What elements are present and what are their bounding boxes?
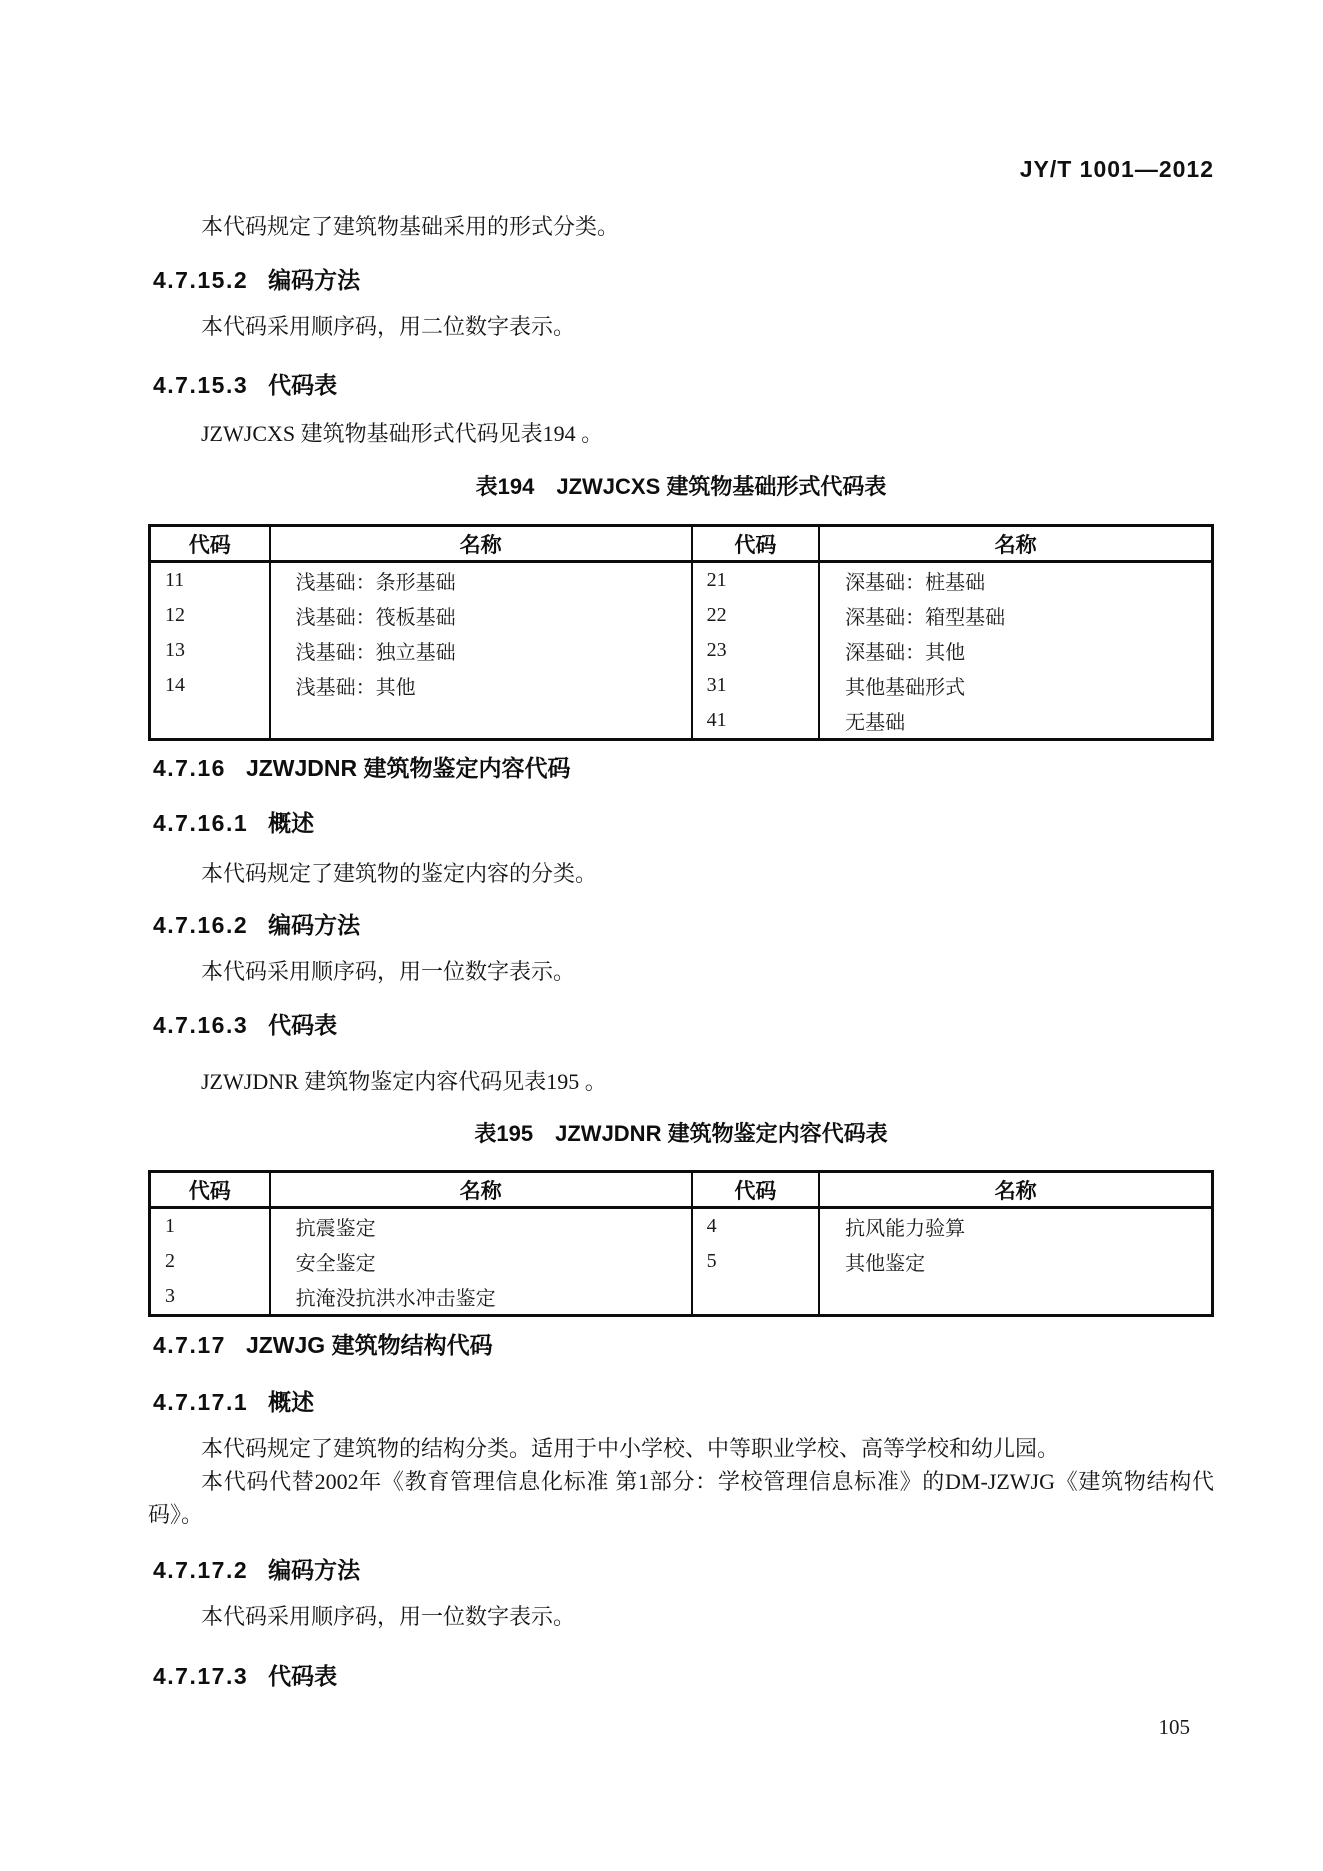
table-cell-code [692, 1279, 820, 1316]
paragraph-17-2: 本代码采用顺序码，用一位数字表示。 [201, 1604, 576, 1629]
table-cell-code: 4 [692, 1208, 820, 1245]
table-cell-code [150, 703, 270, 740]
table-cell-code: 2 [165, 1250, 175, 1272]
heading-number: 4.7.17 [153, 1332, 226, 1358]
section-heading-4-7-15-3 [148, 367, 1214, 400]
section-heading-4-7-16-1 [148, 805, 1214, 838]
table-cell-name: 浅基础：筏板基础 [270, 598, 692, 633]
table-row [150, 633, 1213, 668]
page-content [148, 0, 1214, 1871]
table-cell-code: 23 [692, 633, 820, 668]
heading-label: 概述 [268, 810, 315, 836]
paragraph-17-1 [148, 1432, 1214, 1531]
table-cell-name: 浅基础：其他 [270, 668, 692, 703]
table-row [150, 703, 1213, 740]
table-title-label: JZWJCXS 建筑物基础形式代码表 [556, 474, 887, 499]
paragraph-15-overview: 本代码规定了建筑物基础采用的形式分类。 [201, 214, 620, 239]
table-cell-name: 安全鉴定 [270, 1244, 692, 1279]
table-header-row [150, 526, 1213, 562]
heading-number: 4.7.15.2 [153, 267, 249, 293]
heading-number: 4.7.17.2 [153, 1557, 249, 1583]
table-cell-code: 13 [165, 639, 185, 661]
table-header-cell: 代码 [150, 526, 270, 562]
table-195-wrap [148, 1170, 1214, 1317]
paragraph-16-1: 本代码规定了建筑物的鉴定内容的分类。 [201, 861, 598, 886]
table-cell-code: 22 [692, 598, 820, 633]
doc-code-header: JY/T 1001—2012 [1019, 156, 1214, 182]
paragraph-17-1-replace: 本代码代替2002年《教育管理信息化标准 第1部分：学校管理信息标准》的DM-JZWJG《建筑物结构代码》。 [148, 1469, 1214, 1527]
page-number: 105 [1158, 1715, 1190, 1739]
code-table-195 [148, 1170, 1214, 1317]
heading-number: 4.7.15.3 [153, 372, 249, 398]
table-cell-name: 其他基础形式 [819, 668, 1212, 703]
code-table-194 [148, 524, 1214, 741]
table-title-prefix: 表195 [474, 1121, 534, 1146]
table-195-title [148, 1117, 1214, 1148]
table-cell-code: 31 [692, 668, 820, 703]
table-title-label: JZWJDNR 建筑物鉴定内容代码表 [555, 1121, 888, 1146]
table-header-cell: 名称 [270, 1172, 692, 1208]
heading-label: JZWJDNR 建筑物鉴定内容代码 [245, 755, 571, 781]
table-row [150, 668, 1213, 703]
table-header-cell: 名称 [819, 526, 1212, 562]
table-header-cell: 名称 [270, 526, 692, 562]
table-cell-name: 深基础：箱型基础 [819, 598, 1212, 633]
table-cell-code: 3 [165, 1285, 175, 1307]
table-header-cell: 代码 [150, 1172, 270, 1208]
paragraph-15-2: 本代码采用顺序码，用二位数字表示。 [201, 314, 576, 339]
heading-label: 代码表 [268, 372, 338, 398]
table-row [150, 1279, 1213, 1316]
heading-number: 4.7.16.1 [153, 810, 249, 836]
heading-label: 概述 [268, 1389, 315, 1415]
section-heading-4-7-15-2 [148, 262, 1214, 295]
heading-label: 代码表 [268, 1012, 338, 1038]
table-row [150, 1244, 1213, 1279]
table-cell-name: 抗风能力验算 [819, 1208, 1212, 1245]
heading-label: 编码方法 [268, 912, 361, 938]
heading-number: 4.7.16 [153, 755, 226, 781]
table-194-wrap [148, 524, 1214, 741]
table-row [150, 562, 1213, 599]
table-cell-name: 深基础：其他 [819, 633, 1212, 668]
table-cell-name: 无基础 [819, 703, 1212, 740]
heading-number: 4.7.17.3 [153, 1663, 249, 1689]
table-cell-name: 其他鉴定 [819, 1244, 1212, 1279]
table-cell-code: 5 [692, 1244, 820, 1279]
section-heading-4-7-16 [148, 750, 1214, 783]
table-cell-code: 11 [165, 569, 185, 591]
table-cell-name [270, 703, 692, 740]
table-cell-name [819, 1279, 1212, 1316]
table-header-cell: 代码 [692, 526, 820, 562]
heading-label: 编码方法 [268, 267, 361, 293]
table-cell-name: 抗淹没抗洪水冲击鉴定 [270, 1279, 692, 1316]
section-heading-4-7-16-2 [148, 907, 1214, 940]
table-cell-code: 21 [692, 562, 820, 599]
table-cell-code: 41 [692, 703, 820, 740]
table-row [150, 598, 1213, 633]
paragraph-16-2: 本代码采用顺序码，用一位数字表示。 [201, 959, 576, 984]
section-heading-4-7-17-3 [148, 1658, 1214, 1691]
table-cell-name: 抗震鉴定 [270, 1208, 692, 1245]
table-194-title [148, 470, 1214, 501]
table-cell-name: 深基础：桩基础 [819, 562, 1212, 599]
section-heading-4-7-17-1 [148, 1384, 1214, 1417]
section-heading-4-7-17 [148, 1327, 1214, 1360]
table-row [150, 1208, 1213, 1245]
table-cell-name: 浅基础：条形基础 [270, 562, 692, 599]
table-header-row [150, 1172, 1213, 1208]
table-cell-code: 1 [165, 1215, 175, 1237]
paragraph-15-3: JZWJCXS 建筑物基础形式代码见表194 。 [201, 421, 604, 446]
table-cell-name: 浅基础：独立基础 [270, 633, 692, 668]
paragraph-16-3: JZWJDNR 建筑物鉴定内容代码见表195 。 [201, 1069, 607, 1094]
table-cell-code: 12 [165, 604, 185, 626]
heading-number: 4.7.16.2 [153, 912, 249, 938]
heading-number: 4.7.17.1 [153, 1389, 249, 1415]
paragraph-17-1-scope: 本代码规定了建筑物的结构分类。适用于中小学校、中等职业学校、高等学校和幼儿园。 [201, 1436, 1060, 1461]
table-cell-code: 14 [165, 674, 185, 696]
heading-label: 编码方法 [268, 1557, 361, 1583]
section-heading-4-7-16-3 [148, 1007, 1214, 1040]
table-header-cell: 代码 [692, 1172, 820, 1208]
heading-label: JZWJG 建筑物结构代码 [245, 1332, 493, 1358]
heading-label: 代码表 [268, 1663, 338, 1689]
table-title-prefix: 表194 [475, 474, 535, 499]
section-heading-4-7-17-2 [148, 1552, 1214, 1585]
table-header-cell: 名称 [819, 1172, 1212, 1208]
heading-number: 4.7.16.3 [153, 1012, 249, 1038]
